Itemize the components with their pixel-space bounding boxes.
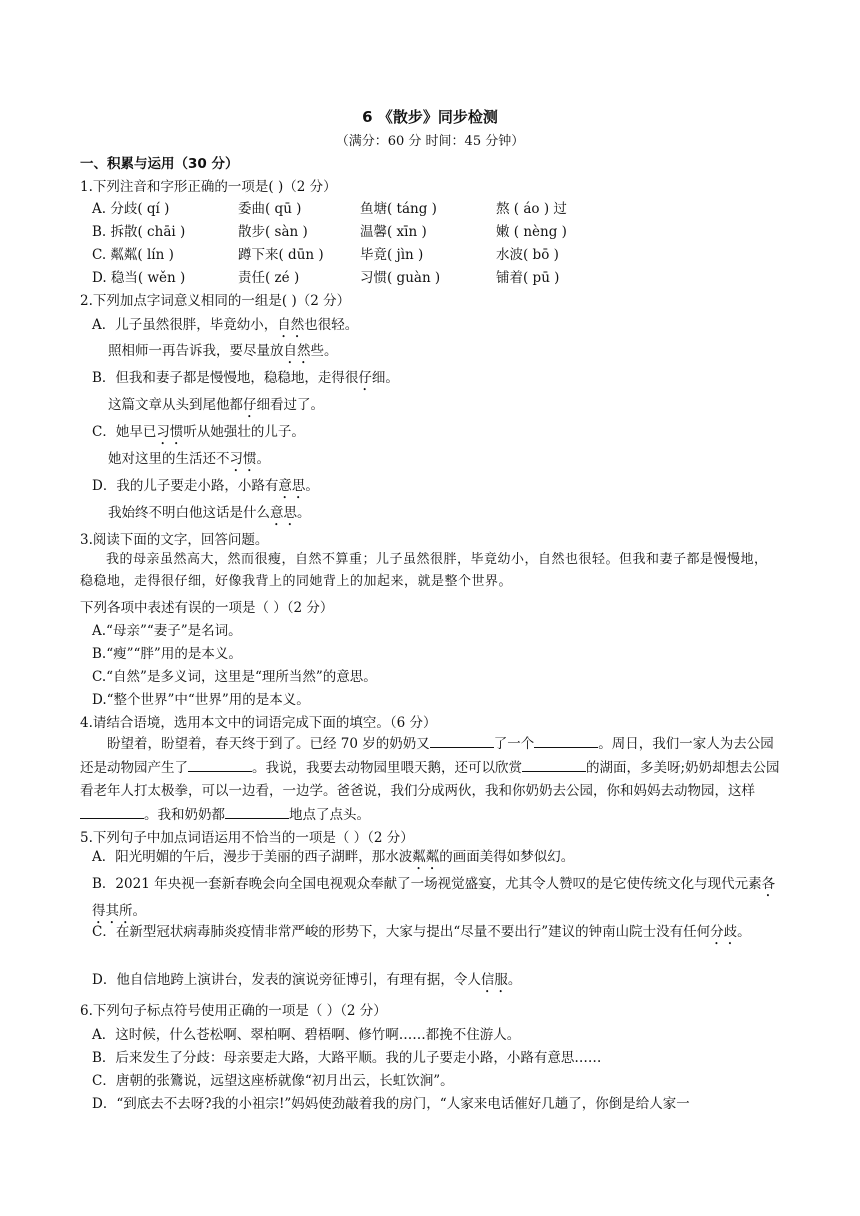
q6-stem: 6.下列句子标点符号使用正确的一项是（ ）（2 分）: [80, 1003, 387, 1019]
q1-opt: 温馨( xīn ): [360, 224, 427, 240]
q2-option-c-line1: C．她早已习惯听从她强壮的儿子。: [92, 424, 305, 440]
q6-option: D．“到底去不去呀?我的小祖宗!”妈妈使劲敲着我的房门，“人家来电话催好几趟了，你倒是给人家一: [92, 1096, 690, 1112]
q1-stem: 1.下列注音和字形正确的一项是( )（2 分）: [80, 179, 337, 195]
page-subtitle: （满分：60 分 时间：45 分钟）: [335, 134, 525, 149]
section-heading: 一、积累与运用（30 分）: [80, 156, 239, 172]
q4-stem: 4.请结合语境，选用本文中的词语完成下面的填空。（6 分）: [80, 715, 437, 731]
q6-option: C．唐朝的张鷟说，远望这座桥就像“初月出云，长虹饮涧”。: [92, 1073, 454, 1089]
q1-opt: B. 拆散( chāi ): [92, 224, 186, 240]
q3-option: D.“整个世界”中“世界”用的是本义。: [92, 692, 310, 708]
fill-blank[interactable]: [534, 735, 598, 748]
q1-opt: 委曲( qū ): [238, 201, 302, 217]
q1-opt: 责任( zé ): [238, 270, 300, 286]
q5-option-d: D．他自信地跨上演讲台，发表的演说旁征博引，有理有据，令人信服。: [92, 972, 522, 988]
q1-opt: A. 分歧( qí ): [92, 201, 170, 217]
q1-opt: C. 粼粼( lín ): [92, 247, 174, 263]
q1-opt: 蹲下来( dūn ): [238, 247, 324, 263]
q2-stem: 2.下列加点字词意义相同的一组是( )（2 分）: [80, 293, 351, 309]
q2-option-b-line2: 这篇文章从头到尾他都仔细看过了。: [108, 397, 324, 413]
q1-opt: 毕竟( jìn ): [360, 247, 424, 263]
q5-option-c: C．在新型冠状病毒肺炎疫情非常严峻的形势下，大家与提出“尽量不要出行”建议的钟南山院士没有任何分歧。: [92, 924, 751, 940]
q3-stem: 3.阅读下面的文字，回答问题。: [80, 532, 269, 548]
q1-opt: 熬 ( áo ) 过: [496, 201, 567, 217]
q5-stem: 5.下列句子中加点词语运用不恰当的一项是（ ）（2 分）: [80, 830, 414, 846]
fill-blank[interactable]: [80, 806, 144, 819]
q3-option: C.“自然”是多义词，这里是“理所当然”的意思。: [92, 669, 377, 685]
q2-option-d-line2: 我始终不明白他这话是什么意思。: [108, 505, 311, 521]
q3-ask: 下列各项中表述有误的一项是（ ）（2 分）: [80, 600, 334, 616]
q1-opt: 习惯( guàn ): [360, 270, 441, 286]
q3-option: B.“瘦”“胖”用的是本义。: [92, 646, 242, 662]
q2-option-a-line1: A．儿子虽然很胖，毕竟幼小，自然也很轻。: [92, 317, 359, 333]
fill-blank[interactable]: [522, 759, 586, 772]
q6-option: A．这时候，什么苍松啊、翠柏啊、碧梧啊、修竹啊……都挽不住游人。: [92, 1027, 521, 1043]
q2-option-b-line1: B．但我和妻子都是慢慢地，稳稳地，走得很仔细。: [92, 370, 399, 386]
fill-blank[interactable]: [225, 806, 289, 819]
q6-option: B．后来发生了分歧：母亲要走大路，大路平顺。我的儿子要走小路，小路有意思……: [92, 1050, 602, 1066]
q3-passage: 我的母亲虽然高大，然而很瘦，自然不算重；儿子虽然很胖，毕竟幼小，自然也很轻。但我和妻子都是慢慢地，稳稳地，走得很仔细，好像我背上的同她背上的加起来，就是整个世界。: [80, 552, 768, 589]
fill-blank[interactable]: [430, 735, 494, 748]
fill-blank[interactable]: [188, 759, 252, 772]
q2-option-a-line2: 照相师一再告诉我，要尽量放自然些。: [108, 343, 338, 359]
q4-passage: 盼望着，盼望着，春天终于到了。已经 70 岁的奶奶又 了一个 。周日，我们一家人为去公园还是动物园产生了 。我说，我要去动物园里喂天鹅，还可以欣赏 的湖面，多美呀;奶奶却想去公园看老年人打太极拳，可以一边看，一边学。爸爸说，我们分成两伙，我和你奶奶去公园，你和妈妈去动物园，这样。我和奶奶都 地点了点头。: [80, 736, 780, 823]
q1-opt: 嫩 ( nèng ): [496, 224, 567, 240]
q5-option-b: B．2021 年央视一套新春晚会向全国电视观众奉献了一场视觉盛宴，尤其令人赞叹的是它使传统文化与现代元素各得其所。: [92, 876, 776, 919]
q1-opt: D. 稳当( wěn ): [92, 270, 186, 286]
page-title: 6 《散步》同步检测: [362, 108, 498, 126]
q1-opt: 鱼塘( táng ): [360, 201, 437, 217]
q2-option-c-line2: 她对这里的生活还不习惯。: [108, 451, 270, 467]
q3-option: A.“母亲”“妻子”是名词。: [92, 623, 242, 639]
q2-option-d-line1: D．我的儿子要走小路，小路有意思。: [92, 478, 319, 494]
q1-opt: 铺着( pū ): [496, 270, 560, 286]
q1-opt: 水波( bō ): [496, 247, 559, 263]
q1-opt: 散步( sàn ): [238, 224, 308, 240]
q5-option-a: A．阳光明媚的午后，漫步于美丽的西子湖畔，那水波粼粼的画面美得如梦似幻。: [92, 849, 575, 865]
